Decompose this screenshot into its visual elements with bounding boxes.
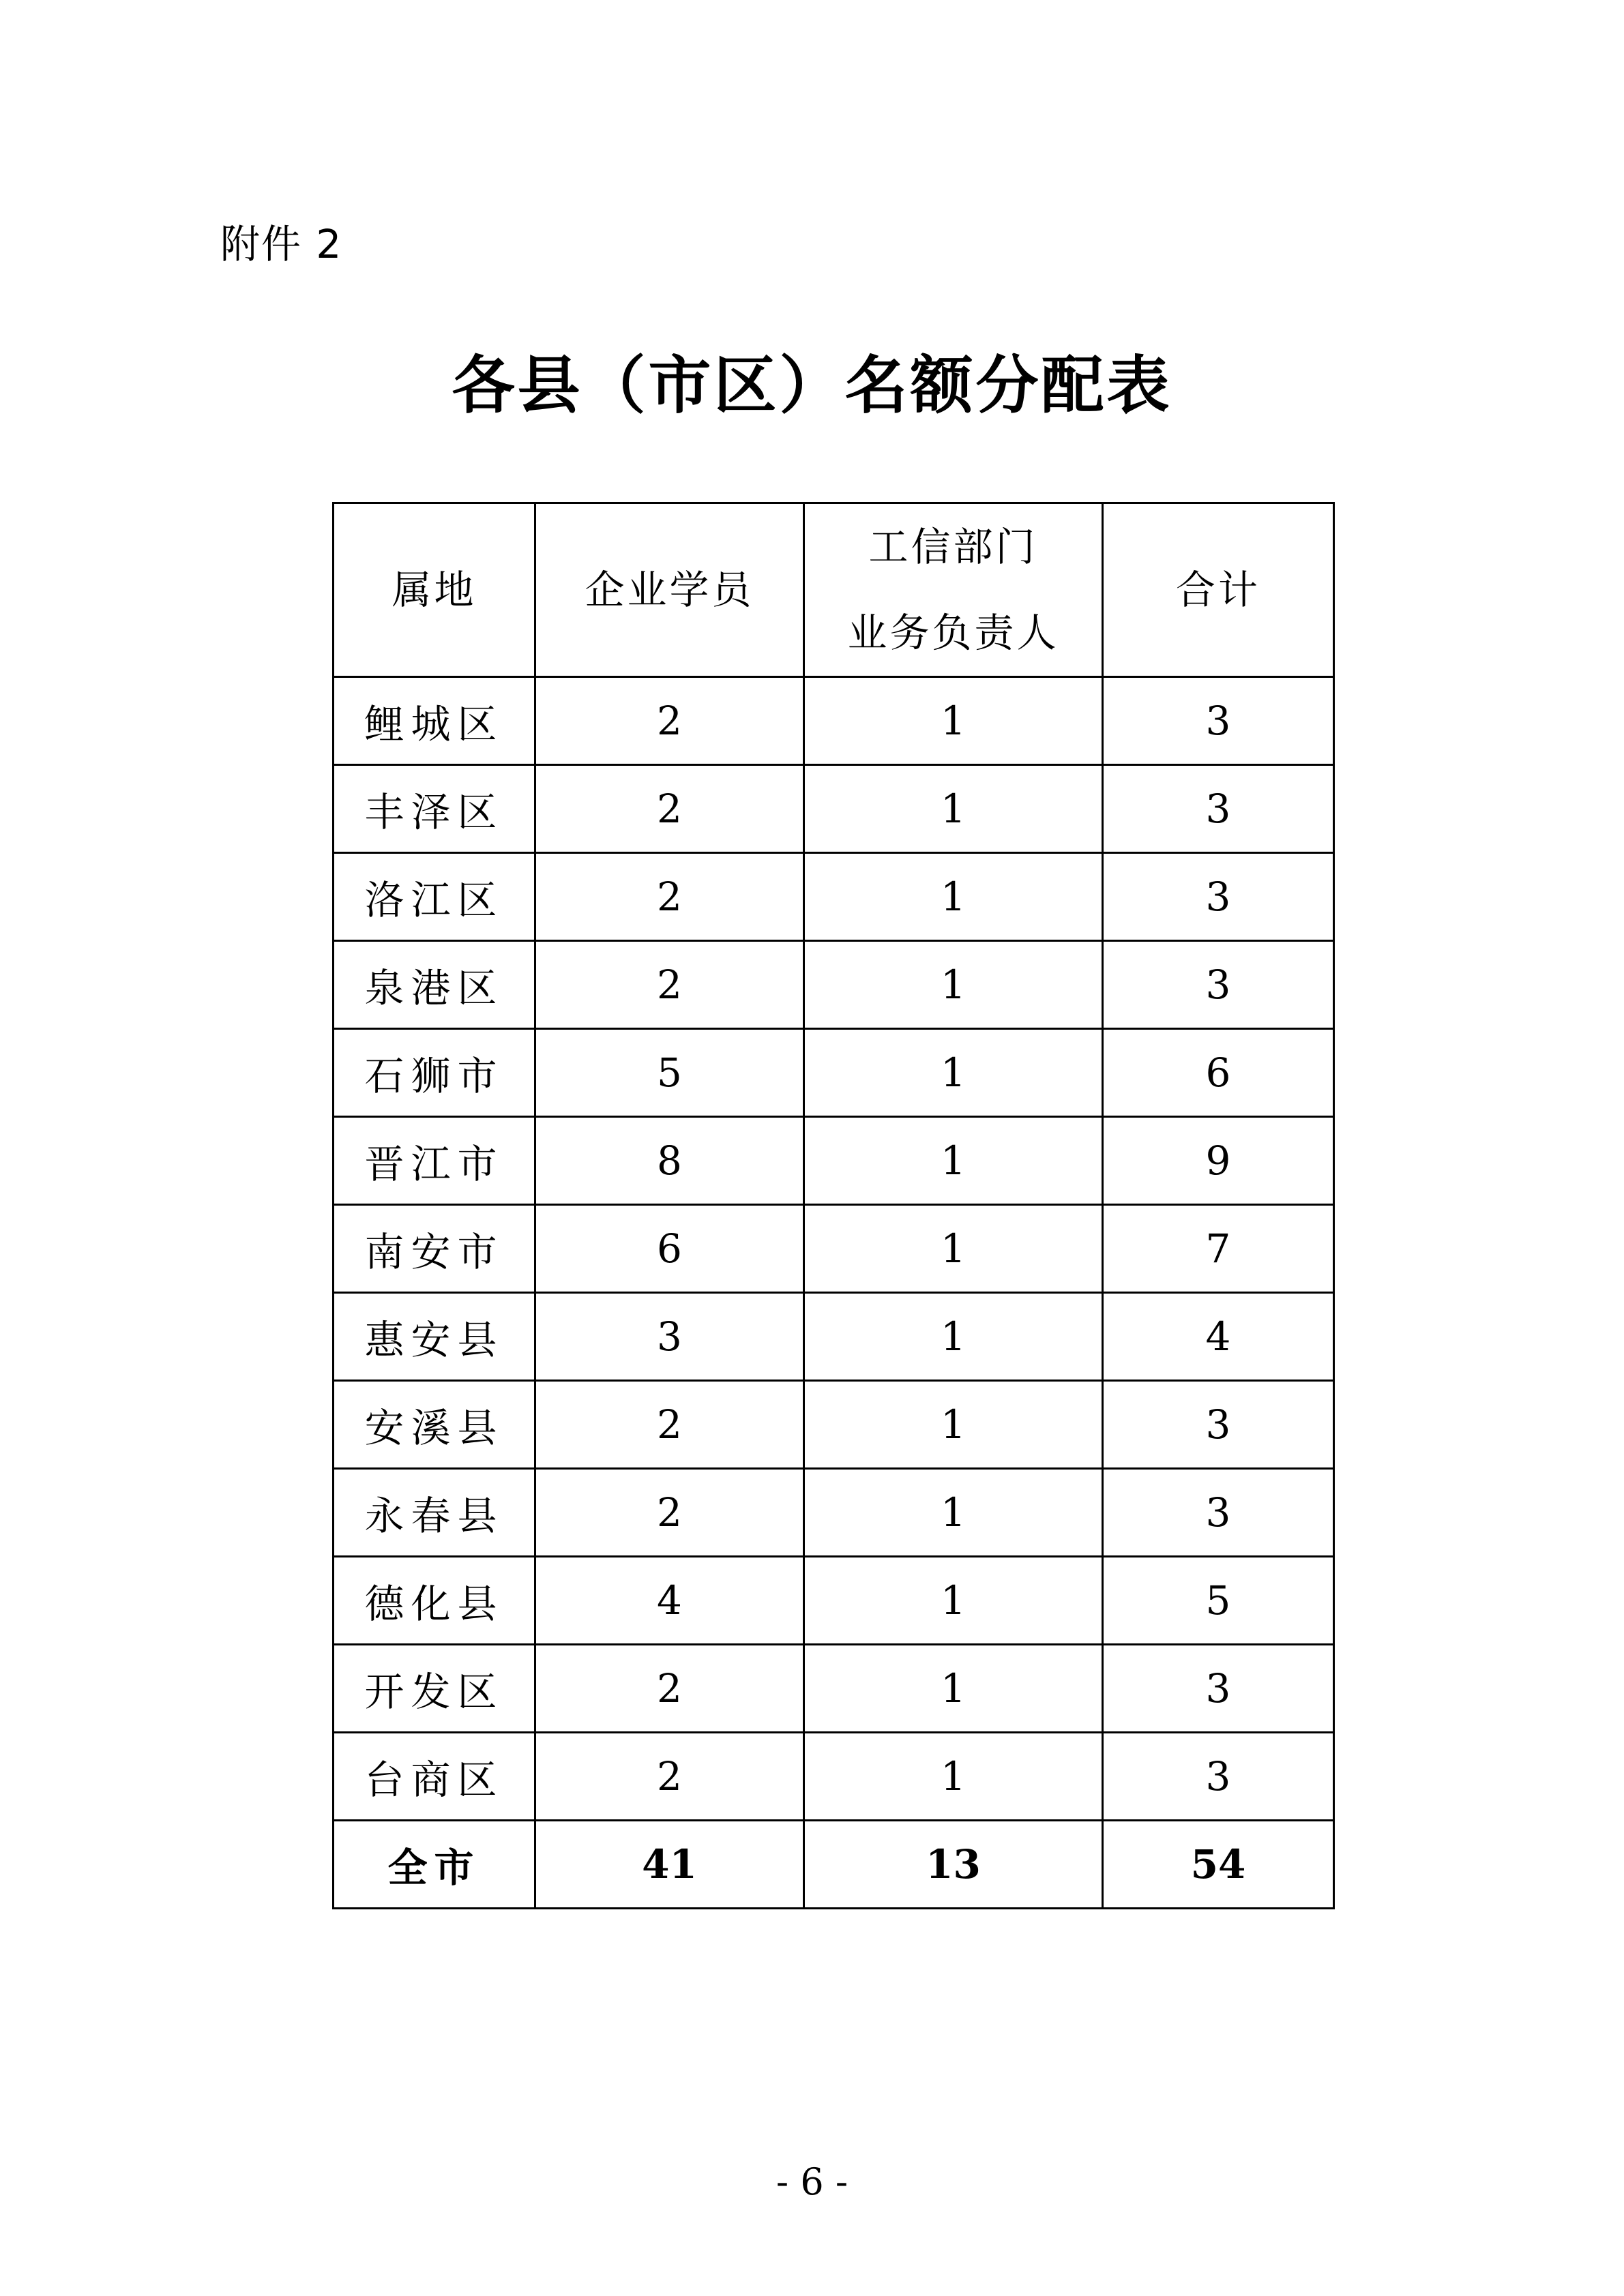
cell-region: 南安市 xyxy=(334,1205,535,1293)
cell-enterprise-trainees: 3 xyxy=(535,1293,804,1381)
header-total: 合计 xyxy=(1103,503,1334,677)
cell-enterprise-trainees: 2 xyxy=(535,1645,804,1733)
quota-table xyxy=(332,502,1335,1909)
cell-enterprise-trainees: 2 xyxy=(535,677,804,765)
cell-total: 9 xyxy=(1103,1117,1334,1205)
table-row xyxy=(334,1117,1334,1205)
cell-region: 鲤城区 xyxy=(334,677,535,765)
cell-total: 3 xyxy=(1103,765,1334,853)
cell-enterprise-trainees: 2 xyxy=(535,765,804,853)
cell-total: 3 xyxy=(1103,1381,1334,1469)
total-cell-total: 54 xyxy=(1103,1821,1334,1909)
cell-enterprise-trainees: 2 xyxy=(535,1381,804,1469)
cell-mit-leader: 1 xyxy=(804,1557,1103,1645)
cell-total: 3 xyxy=(1103,677,1334,765)
cell-region: 安溪县 xyxy=(334,1381,535,1469)
table-row xyxy=(334,941,1334,1029)
cell-total: 5 xyxy=(1103,1557,1334,1645)
table-row xyxy=(334,1205,1334,1293)
cell-region: 台商区 xyxy=(334,1733,535,1821)
cell-region: 永春县 xyxy=(334,1469,535,1557)
cell-mit-leader: 1 xyxy=(804,765,1103,853)
total-cell-region: 全市 xyxy=(334,1821,535,1909)
cell-region: 丰泽区 xyxy=(334,765,535,853)
table-row xyxy=(334,1645,1334,1733)
cell-mit-leader: 1 xyxy=(804,1293,1103,1381)
page-title: 各县（市区）名额分配表 xyxy=(452,348,1172,422)
table-row xyxy=(334,853,1334,941)
attachment-label: 附件 2 xyxy=(220,221,343,267)
cell-enterprise-trainees: 8 xyxy=(535,1117,804,1205)
header-mit-line2: 业务负责人 xyxy=(847,610,1059,656)
cell-enterprise-trainees: 5 xyxy=(535,1029,804,1117)
cell-mit-leader: 1 xyxy=(804,1645,1103,1733)
table-row xyxy=(334,1381,1334,1469)
cell-total: 7 xyxy=(1103,1205,1334,1293)
header-enterprise-trainees: 企业学员 xyxy=(535,503,804,677)
table-total-row xyxy=(334,1821,1334,1909)
cell-total: 4 xyxy=(1103,1293,1334,1381)
cell-mit-leader: 1 xyxy=(804,1733,1103,1821)
cell-region: 德化县 xyxy=(334,1557,535,1645)
table-row xyxy=(334,1557,1334,1645)
cell-mit-leader: 1 xyxy=(804,1029,1103,1117)
cell-mit-leader: 1 xyxy=(804,1381,1103,1469)
cell-total: 3 xyxy=(1103,1469,1334,1557)
cell-region: 晋江市 xyxy=(334,1117,535,1205)
header-mit-line1: 工信部门 xyxy=(868,524,1038,570)
table-header-row xyxy=(334,503,1334,677)
cell-enterprise-trainees: 2 xyxy=(535,853,804,941)
cell-enterprise-trainees: 2 xyxy=(535,1469,804,1557)
cell-enterprise-trainees: 6 xyxy=(535,1205,804,1293)
table-row xyxy=(334,765,1334,853)
table-row xyxy=(334,677,1334,765)
cell-mit-leader: 1 xyxy=(804,677,1103,765)
cell-region: 惠安县 xyxy=(334,1293,535,1381)
table-row xyxy=(334,1469,1334,1557)
cell-total: 6 xyxy=(1103,1029,1334,1117)
cell-mit-leader: 1 xyxy=(804,1469,1103,1557)
header-mit-leader xyxy=(804,503,1103,677)
total-cell-mit-leader: 13 xyxy=(804,1821,1103,1909)
total-cell-enterprise-trainees: 41 xyxy=(535,1821,804,1909)
cell-total: 3 xyxy=(1103,1733,1334,1821)
cell-mit-leader: 1 xyxy=(804,1205,1103,1293)
cell-total: 3 xyxy=(1103,941,1334,1029)
cell-region: 开发区 xyxy=(334,1645,535,1733)
page-number: - 6 - xyxy=(776,2160,848,2203)
cell-mit-leader: 1 xyxy=(804,1117,1103,1205)
cell-enterprise-trainees: 2 xyxy=(535,941,804,1029)
cell-enterprise-trainees: 4 xyxy=(535,1557,804,1645)
cell-region: 洛江区 xyxy=(334,853,535,941)
cell-total: 3 xyxy=(1103,853,1334,941)
cell-total: 3 xyxy=(1103,1645,1334,1733)
table-body xyxy=(334,677,1334,1909)
header-region: 属地 xyxy=(334,503,535,677)
table-row xyxy=(334,1029,1334,1117)
cell-mit-leader: 1 xyxy=(804,941,1103,1029)
table-row xyxy=(334,1293,1334,1381)
cell-enterprise-trainees: 2 xyxy=(535,1733,804,1821)
cell-region: 泉港区 xyxy=(334,941,535,1029)
cell-mit-leader: 1 xyxy=(804,853,1103,941)
table-row xyxy=(334,1733,1334,1821)
cell-region: 石狮市 xyxy=(334,1029,535,1117)
